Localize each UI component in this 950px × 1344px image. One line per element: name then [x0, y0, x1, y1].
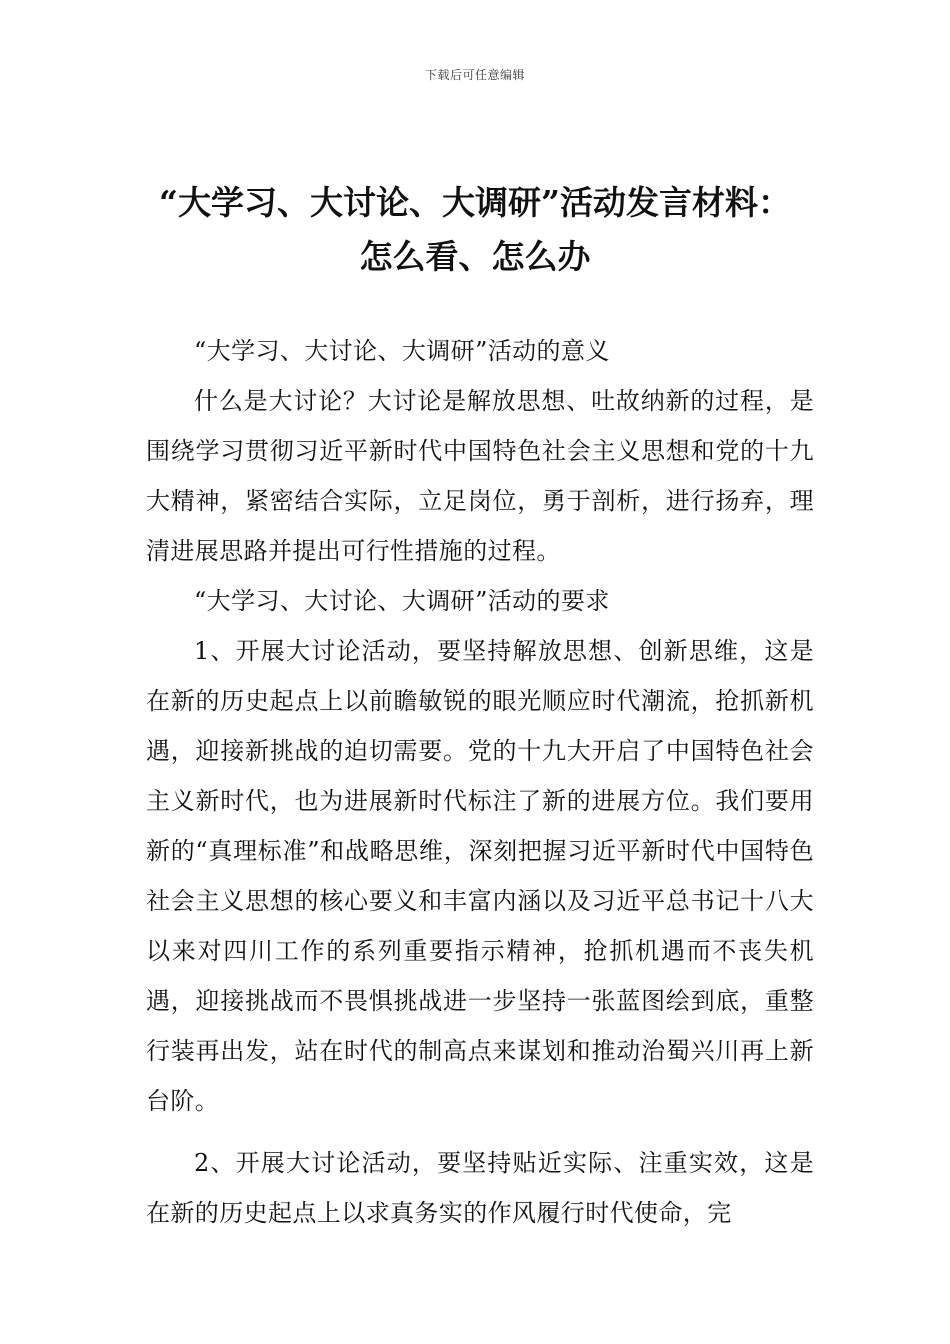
- header-note: 下载后可任意编辑: [424, 68, 525, 82]
- section-heading-requirements: “大学习、大讨论、大调研”活动的要求: [194, 587, 610, 615]
- paragraph-what-is-discussion: 什么是大讨论？大讨论是解放思想、吐故纳新的过程，是围绕学习贯彻习近平新时代中国特色社会主义思想和党的十九大精神，紧密结合实际，立足岗位，勇于剖析，进行扬弃，理清进展思路并提出可行性措施的过程。: [146, 387, 814, 565]
- title-line-2: 怎么看、怎么办: [359, 237, 591, 276]
- document-body: [146, 326, 814, 1238]
- document-title: [120, 176, 830, 284]
- paragraph-requirement-1: 1、开展大讨论活动，要坚持解放思想、创新思维，这是在新的历史起点上以前瞻敏锐的眼光顺应时代潮流，抢抓新机遇，迎接新挑战的迫切需要。党的十九大开启了中国特色社会主义新时代，也为进展新时代标注了新的进展方位。我们要用新的“真理标准”和战略思维，深刻把握习近平新时代中国特色社会主义思想的核心要义和丰富内涵以及习近平总书记十八大以来对四川工作的系列重要指示精神，抢抓机遇而不丧失机遇，迎接挑战而不畏惧挑战进一步坚持一张蓝图绘到底，重整行装再出发，站在时代的制高点来谋划和推动治蜀兴川再上新台阶。: [146, 637, 814, 1115]
- section-heading-significance: “大学习、大讨论、大调研”活动的意义: [194, 337, 610, 365]
- paragraph-requirement-2: 2、开展大讨论活动，要坚持贴近实际、注重实效，这是在新的历史起点上以求真务实的作风履行时代使命，完: [146, 1149, 814, 1227]
- title-line-1: “大学习、大讨论、大调研”活动发言材料：: [159, 183, 791, 222]
